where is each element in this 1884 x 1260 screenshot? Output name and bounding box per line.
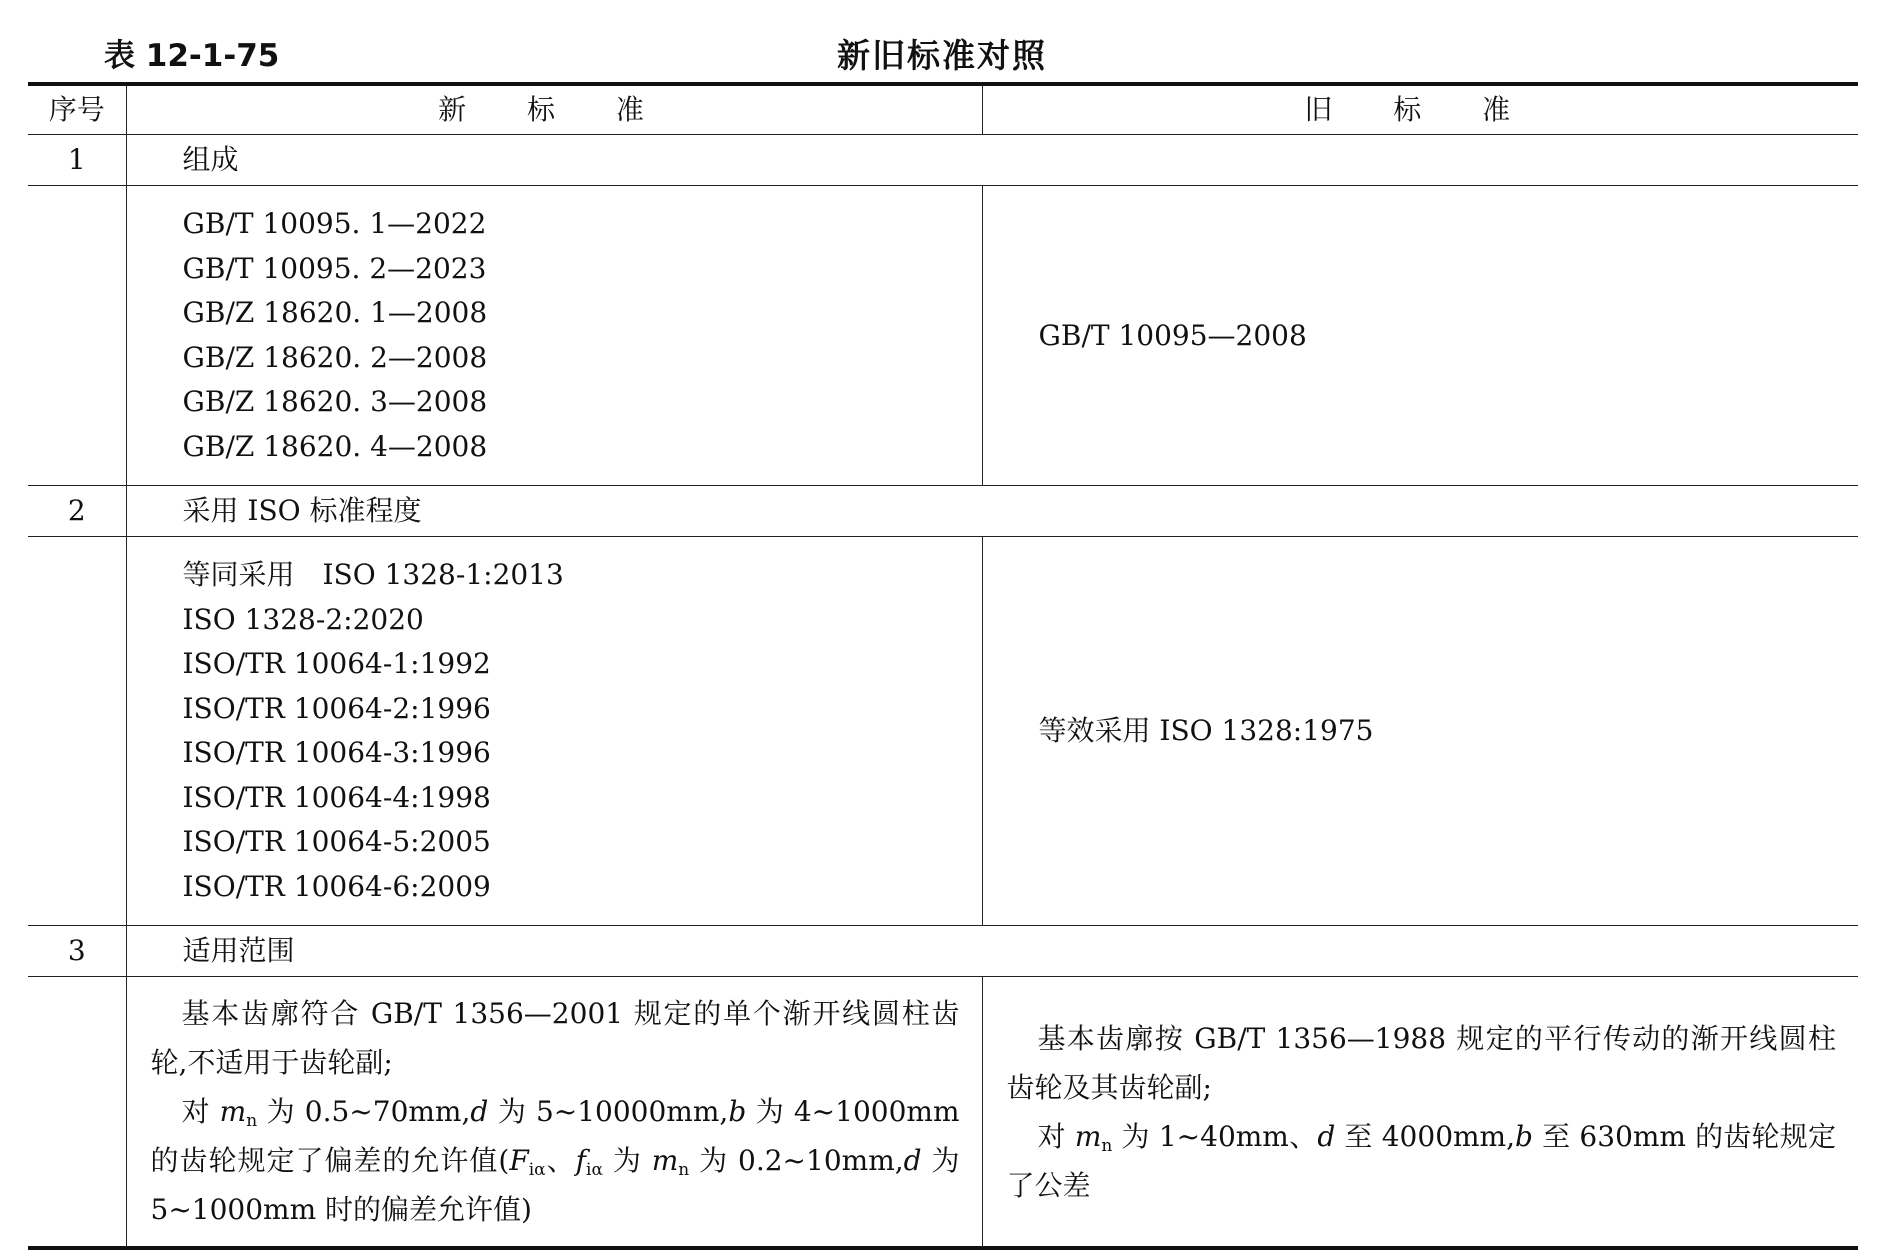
section-index: 1 xyxy=(28,135,126,186)
list-item: ISO/TR 10064-5:2005 xyxy=(182,825,491,858)
section-title: 组成 xyxy=(126,135,1858,186)
section-title: 采用 ISO 标准程度 xyxy=(126,486,1858,537)
list-item: ISO/TR 10064-6:2009 xyxy=(182,869,491,903)
list-item: ISO/TR 10064-2:1996 xyxy=(182,691,491,725)
section-title-row xyxy=(28,926,1858,977)
list-item: GB/Z 18620. 2—2008 xyxy=(182,340,488,374)
scope-paragraph: 对 $m_n$ 为 0.5~70mm,d 为 5~10000mm,b 为 4~1000mm 的齿轮规定了偏差的允许值($F_{i\alpha}$、$f_{i\alpha}$ 为 $m_n$ 为 0.2~10mm,d 为 5~1000mm 时的偏差允许值) xyxy=(150,1095,960,1226)
old-standard-cell: 等效采用 ISO 1328:1975 xyxy=(982,537,1858,926)
section-content-row xyxy=(28,977,1858,1249)
list-item: ISO 1328-2:2020 xyxy=(182,602,424,636)
scope-paragraph: 对 $m_n$ 为 1~40mm、d 至 4000mm,b 至 630mm 的齿轮规定了公差 xyxy=(1006,1119,1837,1202)
section-title: 适用范围 xyxy=(126,926,1858,977)
header-new-standard: 新 标 准 xyxy=(126,84,982,135)
index-cell-empty xyxy=(28,537,126,926)
list-item: GB/Z 18620. 4—2008 xyxy=(182,429,488,463)
header-row xyxy=(28,84,1858,135)
list-item: ISO/TR 10064-4:1998 xyxy=(182,780,491,814)
section-content-row xyxy=(28,186,1858,486)
standards-comparison-table xyxy=(28,82,1858,1250)
scope-paragraph: 基本齿廓符合 GB/T 1356—2001 规定的单个渐开线圆柱齿轮,不适用于齿轮副; xyxy=(150,997,960,1079)
new-standard-cell xyxy=(126,977,982,1249)
section-title-row xyxy=(28,135,1858,186)
list-item: GB/Z 18620. 3—2008 xyxy=(182,385,488,418)
scope-paragraph: 基本齿廓按 GB/T 1356—1988 规定的平行传动的渐开线圆柱齿轮及其齿轮副; xyxy=(1006,1021,1836,1104)
index-cell-empty xyxy=(28,977,126,1249)
section-title-row xyxy=(28,486,1858,537)
list-item: ISO/TR 10064-3:1996 xyxy=(182,736,491,769)
list-item: GB/Z 18620. 1—2008 xyxy=(182,296,488,329)
header-old-standard: 旧 标 准 xyxy=(982,84,1858,135)
list-item: ISO/TR 10064-1:1992 xyxy=(182,647,491,680)
list-item: GB/T 10095. 2—2023 xyxy=(182,251,487,285)
new-standard-cell xyxy=(126,186,982,486)
header-index: 序号 xyxy=(28,84,126,135)
old-standard-cell xyxy=(982,977,1858,1249)
section-content-row xyxy=(28,537,1858,926)
table-title: 新旧标准对照 xyxy=(837,36,1047,75)
index-cell-empty xyxy=(28,186,126,486)
table-number: 表 12-1-75 xyxy=(104,38,280,74)
section-index: 3 xyxy=(28,926,126,977)
list-item: 等同采用 ISO 1328-1:2013 xyxy=(182,558,564,591)
list-item: GB/T 10095. 1—2022 xyxy=(182,207,487,240)
section-index: 2 xyxy=(28,486,126,537)
old-standard-cell: GB/T 10095—2008 xyxy=(982,186,1858,486)
new-standard-cell xyxy=(126,537,982,926)
